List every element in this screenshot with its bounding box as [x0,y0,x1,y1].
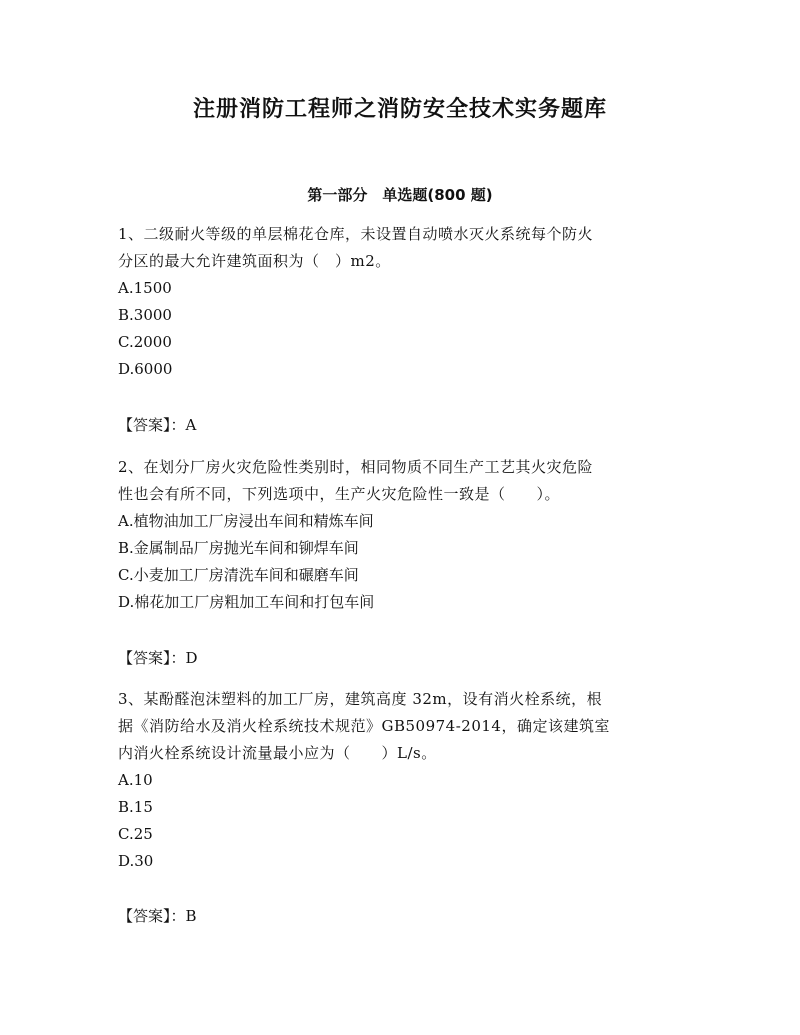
section-title: 第一部分 单选题(800 题) [307,186,493,204]
question-3-line-1: 3、某酚醛泡沫塑料的加工厂房，建筑高度 32m，设有消火栓系统，根 [118,690,603,708]
question-1-option-d: D.6000 [118,360,173,378]
question-3-option-c: C.25 [118,825,153,843]
question-2-line-1: 2、在划分厂房火灾危险性类别时，相同物质不同生产工艺其火灾危险 [118,458,594,476]
question-1-line-1: 1、二级耐火等级的单层棉花仓库，未设置自动喷水灭火系统每个防火 [118,225,594,243]
question-2-option-a: A.植物油加工厂房浸出车间和精炼车间 [118,512,374,530]
question-2-option-c: C.小麦加工厂房清洗车间和碾磨车间 [118,566,359,584]
question-2-option-b: B.金属制品厂房抛光车间和铆焊车间 [118,539,359,557]
question-3 [118,686,688,875]
question-2 [118,454,688,616]
question-3-option-d: D.30 [118,852,154,870]
question-3-answer [118,903,197,930]
question-3-option-b: B.15 [118,798,153,816]
answer-value: A [185,416,197,434]
question-3-line-3: 内消火栓系统设计流量最小应为（ ）L/s。 [118,744,437,762]
question-1-option-a: A.1500 [118,279,172,297]
document-title: 注册消防工程师之消防安全技术实务题库 [192,97,607,122]
answer-value: D [185,649,198,667]
question-1-option-c: C.2000 [118,333,172,351]
answer-value: B [185,907,197,925]
question-2-line-2: 性也会有所不同，下列选项中，生产火灾危险性一致是（ ）。 [118,485,561,503]
question-1-answer [118,412,196,439]
answer-label: 【答案】： [118,649,186,667]
answer-label: 【答案】： [118,907,186,925]
question-3-option-a: A.10 [118,771,153,789]
question-1-line-2: 分区的最大允许建筑面积为（ ）m2。 [118,252,391,270]
answer-label: 【答案】： [118,416,186,434]
question-3-line-2: 据《消防给水及消火栓系统技术规范》GB50974-2014，确定该建筑室 [118,717,610,735]
question-2-answer [118,645,198,672]
question-1 [118,221,688,383]
question-2-option-d: D.棉花加工厂房粗加工车间和打包车间 [118,593,375,611]
question-1-option-b: B.3000 [118,306,172,324]
